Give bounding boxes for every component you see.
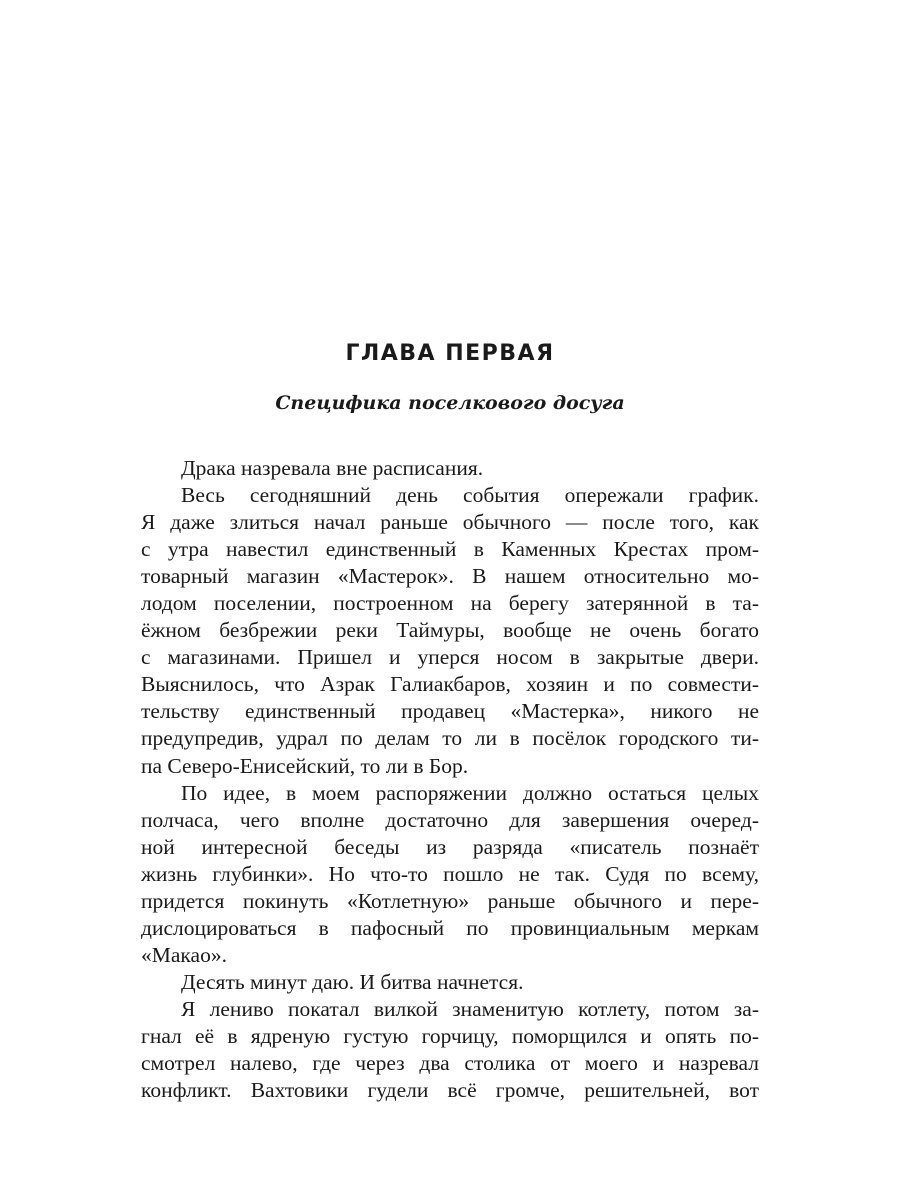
text-line: полчаса, чего вполне достаточно для завершения очеред- — [141, 807, 759, 832]
text-line: жизнь глубинки». Но что-то пошло не так. Судя по всему, — [141, 861, 759, 886]
text-line: Я даже злиться начал раньше обычного — после того, как — [141, 510, 759, 535]
text-line: Драка назревала вне расписания. — [181, 456, 484, 480]
text-line: ной интересной беседы из разряда «писатель познаёт — [141, 834, 759, 859]
text-line: конфликт. Вахтовики гудели всё громче, решительней, вот — [141, 1078, 759, 1103]
text-line: дислоцироваться в пафосный по провинциальным меркам — [141, 915, 759, 940]
text-line: смотрел налево, где через два столика от моего и назревал — [141, 1051, 759, 1076]
text-line: с утра навестил единственный в Каменных Крестах пром- — [141, 537, 759, 562]
text-line: Выяснилось, что Азрак Галиакбаров, хозяин и по совмести- — [141, 672, 759, 697]
text-line: ёжном безбрежии реки Таймуры, вообще не очень богато — [141, 618, 759, 643]
text-line: па Северо-Енисейский, то ли в Бор. — [141, 753, 469, 778]
text-line: придется покинуть «Котлетную» раньше обычного и пере- — [141, 888, 759, 913]
text-line: лодом поселении, построенном на берегу затерянной в та- — [141, 591, 759, 616]
chapter-title: ГЛАВА ПЕРВАЯ — [345, 341, 555, 366]
text-line: предупредив, удрал по делам то ли в посёлок городского ти- — [141, 726, 759, 751]
text-line: Десять минут даю. И битва начнется. — [181, 969, 524, 994]
text-line: тельству единственный продавец «Мастерка», никого не — [141, 699, 759, 724]
text-line: Я лениво покатал вилкой знаменитую котлету, потом за- — [181, 996, 759, 1021]
text-line: гнал её в ядреную густую горчицу, поморщился и опять по- — [141, 1023, 759, 1048]
body-text — [141, 455, 759, 1104]
text-line: Весь сегодняшний день события опережали график. — [181, 483, 759, 508]
chapter-subtitle: Специфика поселкового досуга — [275, 392, 625, 414]
text-line: «Макао». — [141, 942, 227, 967]
text-line: товарный магазин «Мастерок». В нашем относительно мо- — [141, 564, 759, 589]
text-line: По идее, в моем распоряжении должно остаться целых — [181, 780, 759, 805]
text-line: с магазинами. Пришел и уперся носом в закрытые двери. — [141, 645, 759, 670]
